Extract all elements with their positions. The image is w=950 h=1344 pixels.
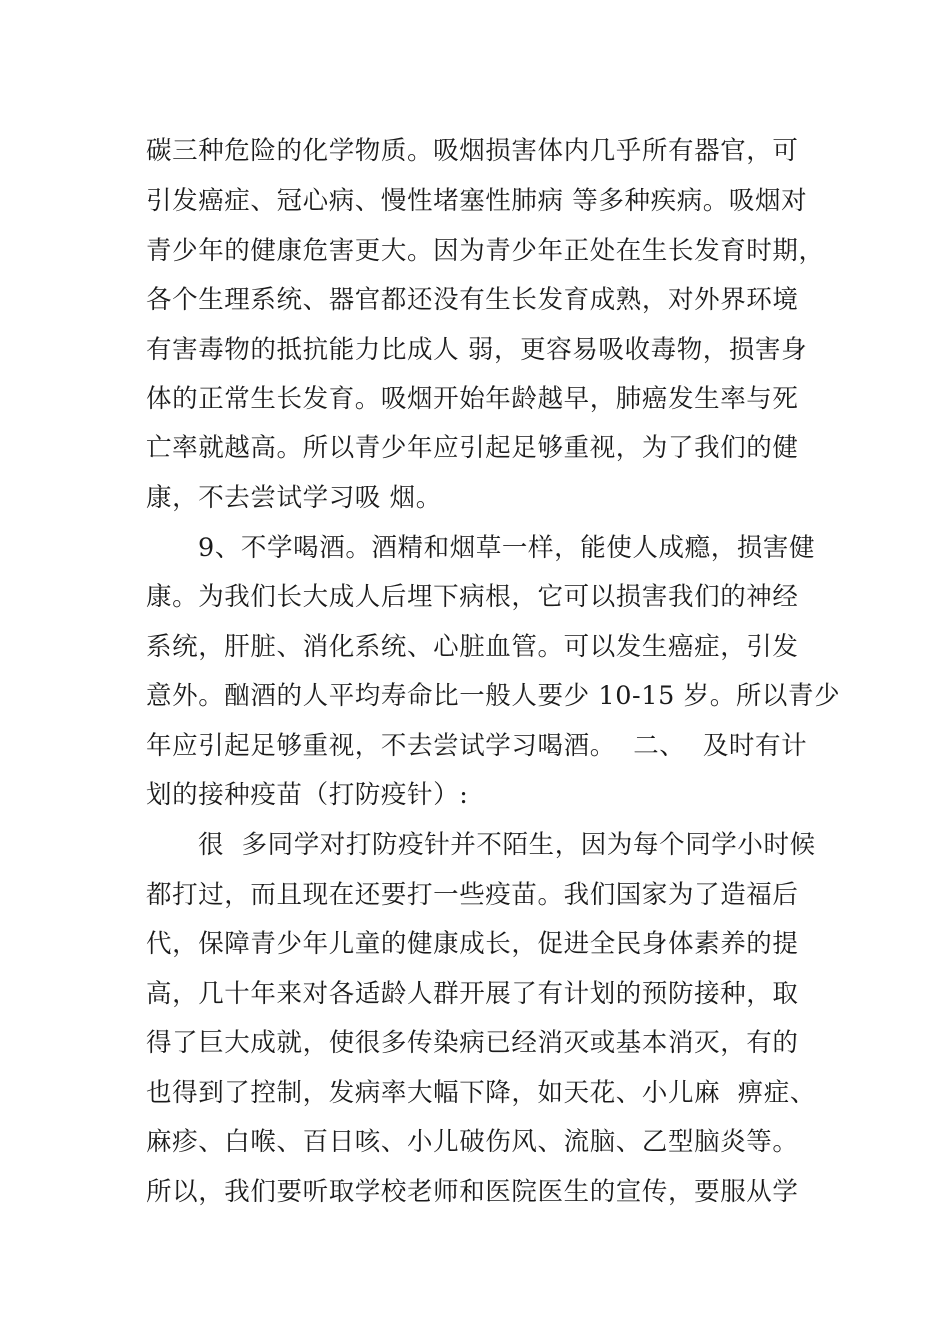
text-line-18: 高，几十年来对各适龄人群开展了有计划的预防接种，取 [146, 979, 799, 1009]
text-line-13: 年应引起足够重视，不去尝试学习喝酒。 二、 及时有计 [146, 731, 808, 761]
text-line-1: 碳三种危险的化学物质。吸烟损害体内几乎所有器官，可 [146, 136, 799, 166]
text-line-5: 有害毒物的抵抗能力比成人 弱，更容易吸收毒物，损害身 [146, 335, 808, 365]
text-line-17: 代，保障青少年儿童的健康成长，促进全民身体素养的提 [146, 929, 799, 959]
text-line-15: 很 多同学对打防疫针并不陌生，因为每个同学小时候 [198, 830, 816, 860]
text-line-7: 亡率就越高。所以青少年应引起足够重视，为了我们的健 [146, 433, 799, 463]
text-line-14: 划的接种疫苗（打防疫针）: [146, 780, 469, 810]
text-line-2: 引发癌症、冠心病、慢性堵塞性肺病 等多种疾病。吸烟对 [146, 186, 808, 216]
text-line-16: 都打过，而且现在还要打一些疫苗。我们国家为了造福后 [146, 880, 799, 910]
text-line-22: 所以，我们要听取学校老师和医院医生的宣传，要服从学 [146, 1177, 799, 1207]
text-line-20: 也得到了控制，发病率大幅下降，如天花、小儿麻 痹症、 [146, 1078, 816, 1108]
text-line-4: 各个生理系统、器官都还没有生长发育成熟，对外界环境 [146, 285, 799, 315]
text-line-21: 麻疹、白喉、百日咳、小儿破伤风、流脑、乙型脑炎等。 [146, 1127, 799, 1157]
text-line-19: 得了巨大成就，使很多传染病已经消灭或基本消灭，有的 [146, 1028, 799, 1058]
text-line-3: 青少年的健康危害更大。因为青少年正处在生长发育时期， [146, 236, 825, 266]
text-line-11: 系统，肝脏、消化系统、心脏血管。可以发生癌症，引发 [146, 632, 799, 662]
text-line-12: 意外。酗酒的人平均寿命比一般人要少 10-15 岁。所以青少 [146, 681, 841, 711]
text-line-6: 体的正常生长发育。吸烟开始年龄越早，肺癌发生率与死 [146, 384, 799, 414]
text-line-8: 康，不去尝试学习吸 烟。 [146, 483, 442, 513]
text-line-9: 9、不学喝酒。酒精和烟草一样，能使人成瘾，损害健 [198, 533, 816, 563]
text-line-10: 康。为我们长大成人后埋下病根，它可以损害我们的神经 [146, 582, 799, 612]
